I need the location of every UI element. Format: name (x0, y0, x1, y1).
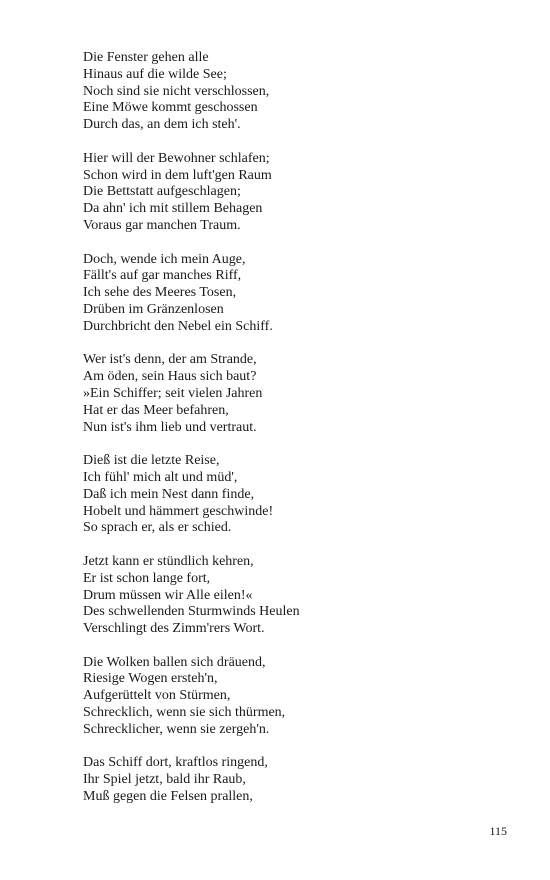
poem-line: Aufgerüttelt von Stürmen, (83, 688, 231, 704)
poem-line: Drüben im Gränzenlosen (83, 301, 224, 317)
poem-line: Ich sehe des Meeres Tosen, (83, 285, 237, 301)
poem-line: Wer ist's denn, der am Strande, (83, 352, 257, 368)
poem-line: Schrecklicher, wenn sie zergeh'n. (83, 721, 270, 737)
poem-line: Die Fenster gehen alle (83, 50, 209, 65)
stanza (83, 755, 503, 805)
page-number: 115 (489, 824, 507, 838)
poem-line: Doch, wende ich mein Auge, (83, 251, 246, 267)
poem-line: Des schwellenden Sturmwinds Heulen (83, 604, 300, 620)
stanza (83, 554, 503, 638)
stanza (83, 151, 503, 235)
poem-line: Durch das, an dem ich steh'. (83, 117, 241, 133)
poem-line: Verschlingt des Zimm'rers Wort. (83, 621, 265, 637)
poem-line: Am öden, sein Haus sich baut? (83, 369, 257, 385)
poem-line: Voraus gar manchen Traum. (83, 217, 241, 233)
poem-line: Da ahn' ich mit stillem Behagen (83, 201, 263, 217)
poem-line: Ihr Spiel jetzt, bald ihr Raub, (83, 772, 246, 788)
stanza (83, 252, 503, 336)
poem-line: Schrecklich, wenn sie sich thürmen, (83, 705, 286, 721)
poem-line: Drum müssen wir Alle eilen!« (83, 587, 253, 603)
poem-line: Ich fühl' mich alt und müd', (83, 469, 238, 485)
poem-line: Fällt's auf gar manches Riff, (83, 268, 242, 284)
stanza (83, 352, 503, 436)
poem-line: Dieß ist die letzte Reise, (83, 453, 220, 469)
poem-line: Riesige Wogen ersteh'n, (83, 671, 218, 687)
poem-line: Noch sind sie nicht verschlossen, (83, 83, 270, 99)
poem-line: Jetzt kann er stündlich kehren, (83, 553, 254, 569)
poem-line: Hier will der Bewohner schlafen; (83, 150, 270, 166)
poem-line: Die Bettstatt aufgeschlagen; (83, 184, 241, 200)
poem-line: Das Schiff dort, kraftlos ringend, (83, 755, 268, 771)
stanza (83, 655, 503, 739)
poem-line: Hat er das Meer befahren, (83, 402, 229, 418)
poem-line: Eine Möwe kommt geschossen (83, 100, 258, 116)
poem-line: Die Wolken ballen sich dräuend, (83, 654, 266, 670)
poem-line: Nun ist's ihm lieb und vertraut. (83, 419, 257, 435)
poem-line: Hobelt und hämmert geschwinde! (83, 503, 274, 519)
poem-line: So sprach er, als er schied. (83, 520, 232, 536)
poem-line: Hinaus auf die wilde See; (83, 66, 227, 82)
poem-line: »Ein Schiffer; seit vielen Jahren (83, 385, 263, 401)
poem-line: Durchbricht den Nebel ein Schiff. (83, 318, 273, 334)
poem-text (83, 50, 503, 823)
stanza (83, 50, 503, 134)
poem-line: Daß ich mein Nest dann finde, (83, 486, 255, 502)
poem-line: Schon wird in dem luft'gen Raum (83, 167, 272, 183)
poem-line: Er ist schon lange fort, (83, 570, 211, 586)
stanza (83, 453, 503, 537)
poem-line: Muß gegen die Felsen prallen, (83, 789, 253, 805)
